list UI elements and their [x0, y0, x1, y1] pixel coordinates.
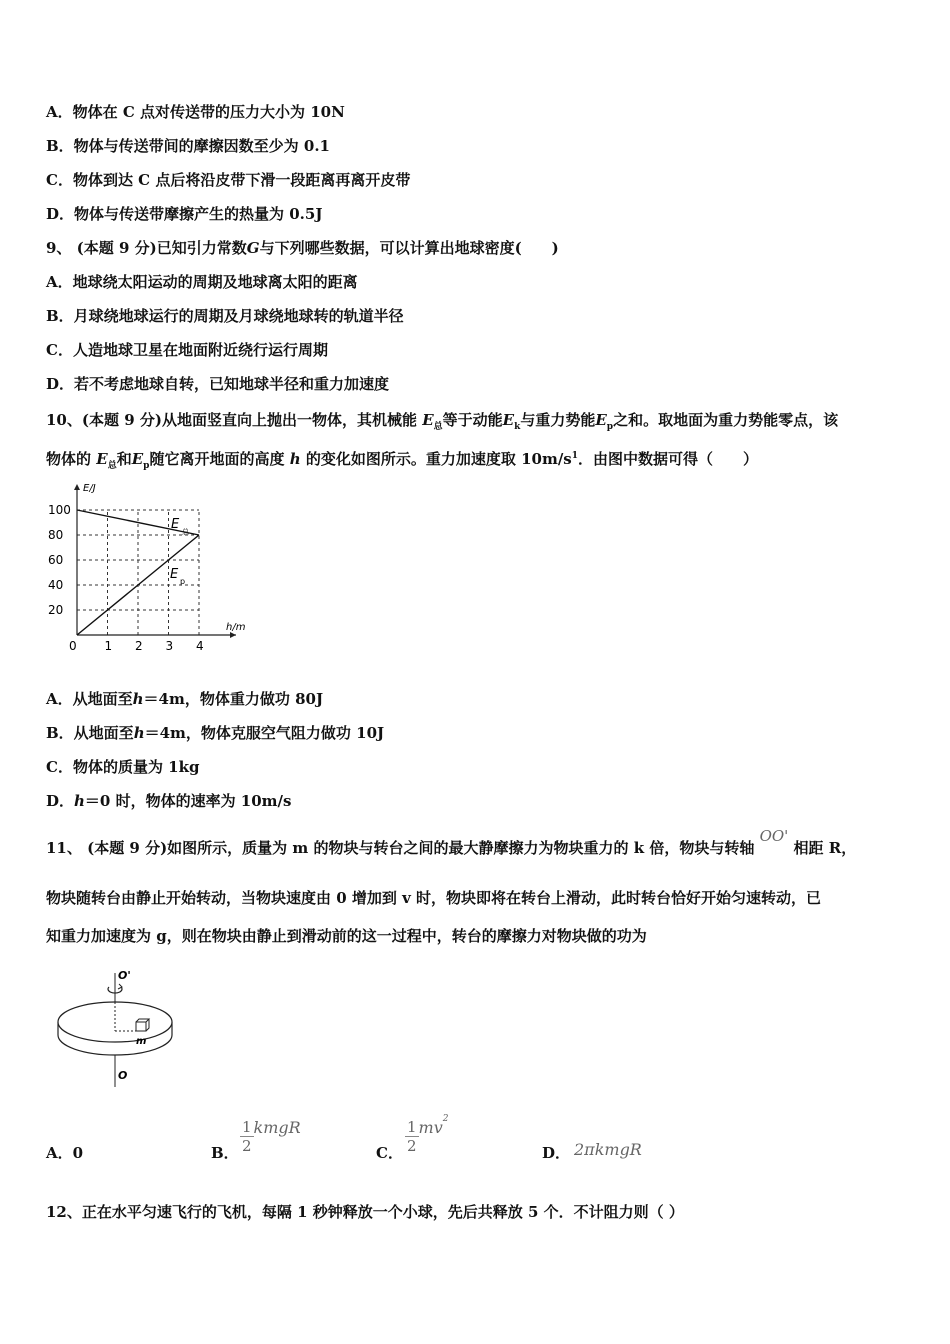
q10-option-a: A．从地面至h＝4m，物体重力做功 80J [46, 690, 324, 708]
q12-stem: 12、正在水平匀速飞行的飞机，每隔 1 秒钟释放一个小球，先后共释放 5 个．不计阻力则（ ） [46, 1203, 684, 1221]
fig-label-o: O [118, 1069, 128, 1082]
q9-option-a: A．地球绕太阳运动的周期及地球离太阳的距离 [46, 273, 358, 291]
y-axis-label: E/J [83, 483, 96, 494]
graph-axes [74, 484, 236, 638]
series-label-e-total: E [171, 517, 180, 532]
q8-option-b: B．物体与传送带间的摩擦因数至少为 0.1 [46, 137, 330, 155]
y-tick-label: 80 [48, 528, 64, 542]
q9-option-d: D．若不考虑地球自转，已知地球半径和重力加速度 [46, 375, 390, 393]
q10-option-c: C．物体的质量为 1kg [46, 758, 200, 776]
q9-option-c: C．人造地球卫星在地面附近绕行运行周期 [46, 341, 328, 359]
q8-option-d: D．物体与传送带摩擦产生的热量为 0.5J [46, 205, 323, 223]
x-tick-label: 2 [135, 639, 143, 653]
symbol-G: G [246, 239, 260, 257]
q9-stem: 9、 (本题 9 分)已知引力常数G与下列哪些数据，可以计算出地球密度( ) [46, 239, 559, 257]
energy-height-graph [40, 478, 270, 658]
q8-option-a: A．物体在 C 点对传送带的压力大小为 10N [46, 103, 345, 121]
q11-option-d-label: D． [542, 1144, 571, 1162]
x-tick-label: 4 [196, 639, 204, 653]
y-axis-arrow-icon [74, 484, 80, 490]
y-tick-label: 60 [48, 553, 64, 567]
fig-label-m: m [136, 1036, 147, 1047]
fraction-half: $\frac{1}{2}$ [242, 1118, 252, 1155]
block-mass [136, 1022, 146, 1031]
q11-stem-line1: 11、 (本题 9 分)如图所示，质量为 m 的物块与转台之间的最大静摩擦力为物块重力的 k 倍，物块与转轴 OO' 相距 R， [46, 827, 857, 857]
q11-option-c-label: C． [376, 1144, 403, 1162]
axis-oo-symbol: OO' [759, 827, 789, 845]
x-tick-label: 3 [165, 639, 174, 653]
graph-grid [77, 510, 199, 635]
q11-option-b-label: B． [211, 1144, 239, 1162]
q9-option-b: B．月球绕地球运行的周期及月球绕地球转的轨道半径 [46, 307, 404, 325]
fig-label-o-prime: O' [118, 969, 131, 982]
q11-option-b-expr: $\frac{1}{2}$ kmgR [242, 1117, 301, 1155]
q10-stem-line2: 物体的 $E_总$和$E_p$随它离开地面的高度 h 的变化如图所示。重力加速度取 $10m/s^1$．由图中数据可得（ ） [46, 450, 759, 471]
series-label-e-total-sub: 总 [182, 528, 189, 536]
q11-stem-line2: 物块随转台由静止开始转动，当物块速度由 0 增加到 v 时，物块即将在转台上滑动，此时转台恰好开始匀速转动，已 [46, 889, 822, 907]
q8-option-c: C．物体到达 C 点后将沿皮带下滑一段距离再离开皮带 [46, 171, 411, 189]
q11-option-c-expr: $\frac{1}{2}$ $mv^2$ [407, 1113, 449, 1155]
turntable-figure [50, 965, 180, 1090]
series-label-ep-sub: p [180, 577, 186, 586]
x-tick-label: 0 [69, 639, 77, 653]
q11-option-a: A．0 [46, 1144, 84, 1162]
fraction-half: $\frac{1}{2}$ [407, 1118, 417, 1155]
x-axis-label: h/m [226, 622, 246, 633]
y-tick-label: 40 [48, 578, 64, 592]
series-label-ep: E [170, 567, 179, 582]
y-tick-label: 100 [48, 503, 71, 517]
q10-stem-line1: 10、(本题 9 分)从地面竖直向上抛出一物体，其机械能 $E_总$等于动能$E_k$与重力势能$E_p$之和。取地面为重力势能零点，该 [46, 411, 839, 432]
x-tick-label: 1 [104, 639, 113, 653]
q10-option-d: D．h＝0 时，物体的速率为 10m/s [46, 792, 292, 810]
q10-option-b: B．从地面至h＝4m，物体克服空气阻力做功 10J [46, 724, 385, 742]
q11-option-d-expr: 2πkmgR [574, 1140, 642, 1159]
q11-stem-line3: 知重力加速度为 g，则在物块由静止到滑动前的这一过程中，转台的摩擦力对物块做的功为 [46, 927, 647, 945]
y-tick-label: 20 [48, 603, 64, 617]
